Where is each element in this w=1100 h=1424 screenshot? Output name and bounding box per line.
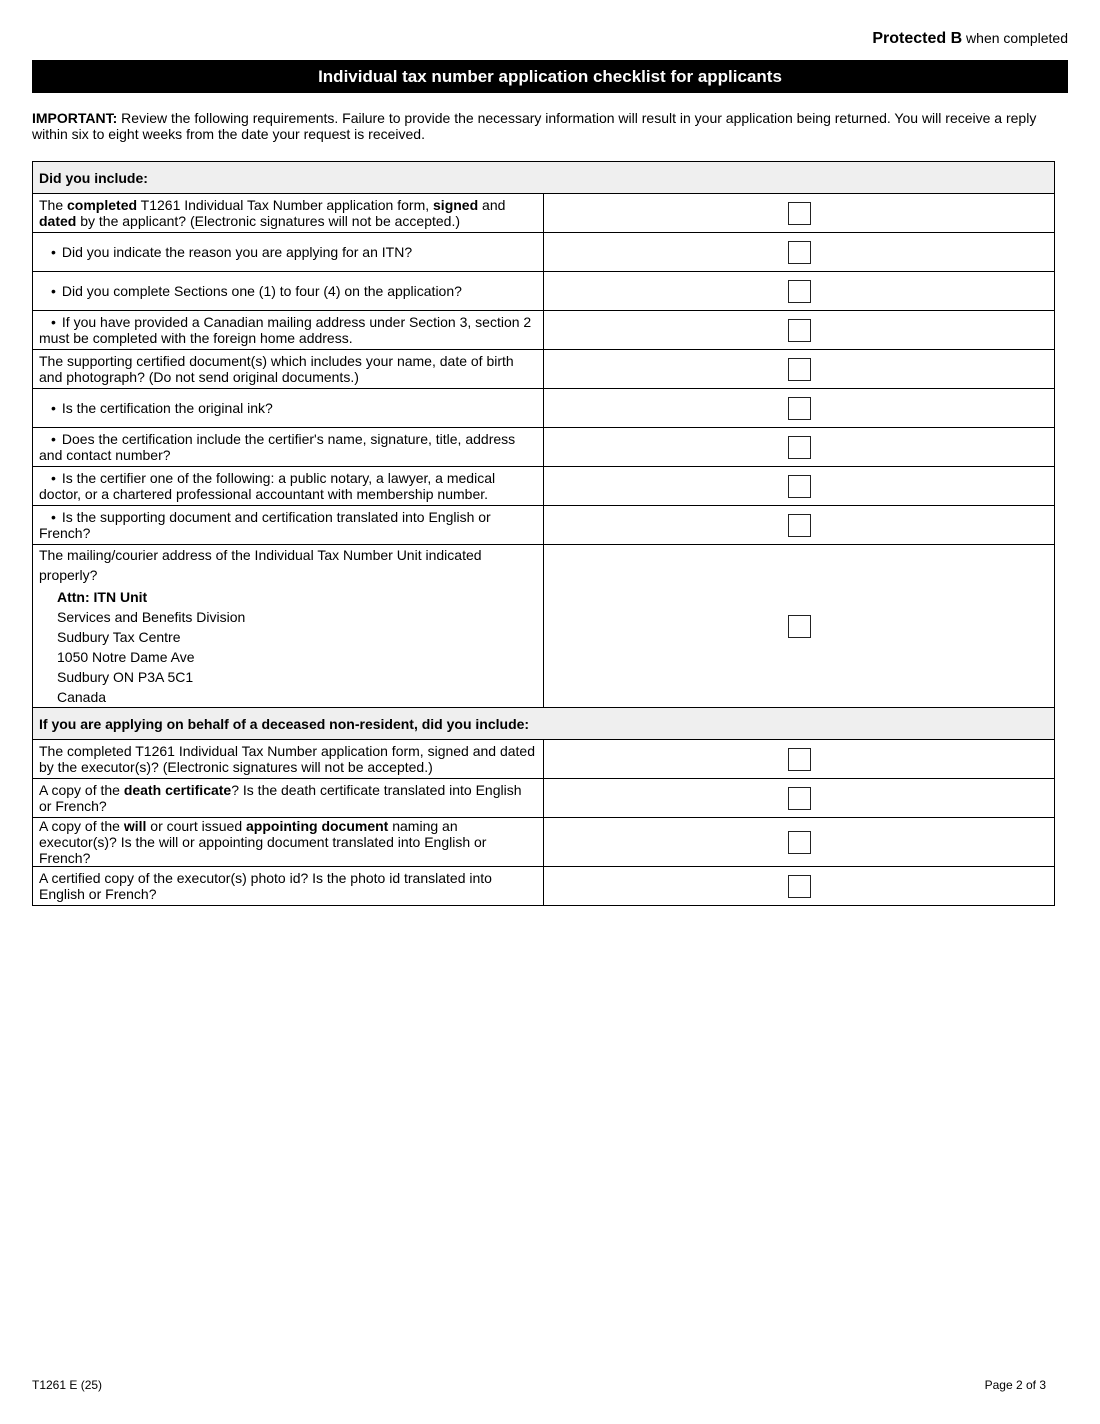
checklist-row (33, 350, 1055, 389)
question-death-certificate: A copy of the death certificate? Is the death certificate translated into English or French? (33, 779, 544, 818)
checkbox-executor-photo-id[interactable] (788, 875, 811, 898)
important-text: Review the following requirements. Failure to provide the necessary information will result in your application being returned. You will receive a reply within six to eight weeks from the date your request is received. (32, 110, 1037, 142)
checklist-row (33, 506, 1055, 545)
checkbox-sections-complete[interactable] (788, 280, 811, 303)
checklist-row (33, 818, 1055, 867)
checklist-row (33, 194, 1055, 233)
question-original-ink: • Is the certification the original ink? (39, 400, 273, 416)
page-number: Page 2 of 3 (984, 1378, 1046, 1392)
question-foreign-address: • If you have provided a Canadian mailing address under Section 3, section 2 must be completed with the foreign home address. (39, 314, 531, 346)
address-line: Canada (57, 689, 107, 705)
checkbox-will-document[interactable] (788, 831, 811, 854)
question-executor-photo-id: A certified copy of the executor(s) photo id? Is the photo id translated into English or French? (33, 867, 544, 906)
checklist-row (33, 867, 1055, 906)
checklist-row (33, 389, 1055, 428)
question-certifier-type: • Is the certifier one of the following: a public notary, a lawyer, a medical doctor, or a chartered professional accountant with membership number. (39, 470, 495, 502)
checklist-row (33, 545, 1055, 708)
section-heading-row (33, 162, 1055, 194)
question-supporting-documents: The supporting certified document(s) which includes your name, date of birth and photograph? (Do not send original documents.) (33, 350, 544, 389)
checkbox-original-ink[interactable] (788, 397, 811, 420)
checklist-row (33, 428, 1055, 467)
question-will-document: A copy of the will or court issued appointing document naming an executor(s)? Is the will or appointing document translated into English or French? (33, 818, 544, 867)
itn-unit-address (39, 587, 537, 707)
checklist-row (33, 467, 1055, 506)
protected-b-suffix: when completed (962, 30, 1068, 46)
protected-b-notice (872, 30, 1068, 48)
checklist-table (32, 161, 1055, 906)
section-heading-row (33, 708, 1055, 740)
address-line: Sudbury ON P3A 5C1 (57, 669, 194, 685)
checkbox-executor-form[interactable] (788, 748, 811, 771)
mailing-address-question-text: The mailing/courier address of the Individual Tax Number Unit indicated properly? (39, 547, 482, 583)
question-certifier-details: • Does the certification include the certifier's name, signature, title, address and contact number? (39, 431, 515, 463)
checkbox-completed-form[interactable] (788, 202, 811, 225)
checklist-row (33, 740, 1055, 779)
checklist-row (33, 272, 1055, 311)
page-title: Individual tax number application checklist for applicants (32, 60, 1068, 93)
question-mailing-address (33, 545, 544, 708)
address-attn: Attn: ITN Unit (57, 589, 148, 605)
checkbox-translated[interactable] (788, 514, 811, 537)
checkbox-reason-itn[interactable] (788, 241, 811, 264)
section-heading-include: Did you include: (33, 162, 1055, 194)
important-notice (32, 110, 1068, 142)
protected-b-label: Protected B (872, 30, 963, 47)
checklist-row (33, 233, 1055, 272)
checklist-row (33, 311, 1055, 350)
question-translated: • Is the supporting document and certification translated into English or French? (39, 509, 491, 541)
checkbox-supporting-documents[interactable] (788, 358, 811, 381)
question-reason-itn: • Did you indicate the reason you are applying for an ITN? (39, 244, 412, 260)
form-code: T1261 E (25) (32, 1378, 103, 1392)
address-line: 1050 Notre Dame Ave (57, 649, 195, 665)
important-label: IMPORTANT: (32, 110, 118, 126)
checkbox-foreign-address[interactable] (788, 319, 811, 342)
address-line: Services and Benefits Division (57, 609, 246, 625)
section-heading-deceased: If you are applying on behalf of a deceased non-resident, did you include: (33, 708, 1055, 740)
question-executor-form: The completed T1261 Individual Tax Number application form, signed and dated by the executor(s)? (Electronic signatures will not be accepted.) (33, 740, 544, 779)
checklist-row (33, 779, 1055, 818)
checkbox-certifier-details[interactable] (788, 436, 811, 459)
address-line: Sudbury Tax Centre (57, 629, 181, 645)
question-completed-form: The completed T1261 Individual Tax Number application form, signed and dated by the applicant? (Electronic signatures will not be accepted.) (33, 194, 544, 233)
checkbox-mailing-address[interactable] (788, 615, 811, 638)
question-sections-complete: • Did you complete Sections one (1) to four (4) on the application? (39, 283, 462, 299)
checkbox-certifier-type[interactable] (788, 475, 811, 498)
checkbox-death-certificate[interactable] (788, 787, 811, 810)
